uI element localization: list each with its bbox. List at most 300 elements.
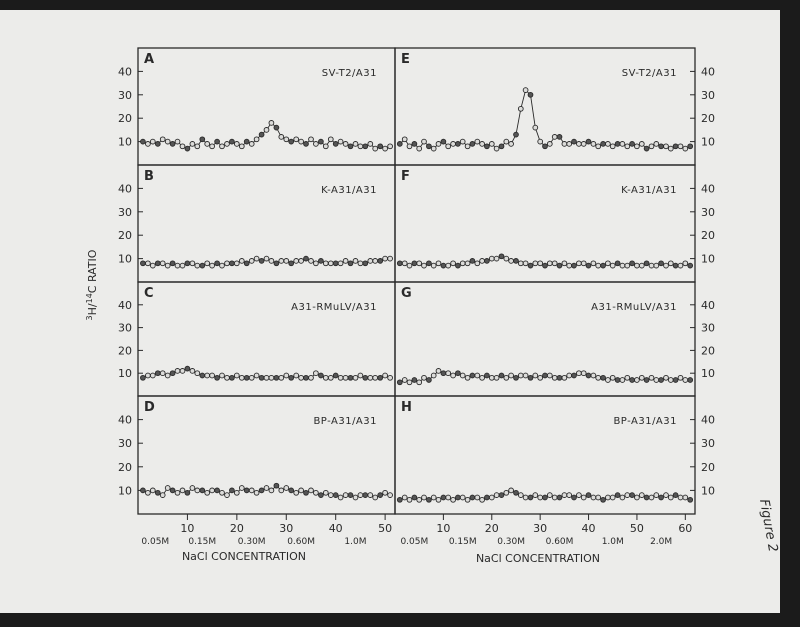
panel-title: BP-A31/A31 — [313, 416, 377, 427]
data-point — [601, 263, 606, 268]
data-point — [456, 263, 461, 268]
data-point — [446, 144, 451, 149]
left-x-axis-label: NaCl CONCENTRATION — [181, 550, 307, 563]
data-point — [552, 261, 557, 266]
data-point — [427, 497, 432, 502]
data-point — [470, 495, 475, 500]
data-point — [572, 495, 577, 500]
data-point — [577, 142, 582, 147]
data-point — [615, 378, 620, 383]
data-point — [480, 142, 485, 147]
data-point — [547, 142, 552, 147]
data-point — [141, 375, 146, 380]
data-point — [358, 493, 363, 498]
data-point — [314, 261, 319, 266]
data-point — [269, 488, 274, 493]
data-point — [259, 375, 264, 380]
data-point — [319, 139, 324, 144]
data-point — [625, 375, 630, 380]
panel-title: SV-T2/A31 — [621, 68, 677, 79]
data-point — [606, 261, 611, 266]
data-point — [446, 371, 451, 376]
x-tick-label: 40 — [328, 522, 343, 535]
data-point — [475, 495, 480, 500]
data-point — [465, 497, 470, 502]
data-point — [547, 373, 552, 378]
salt-tick-label: 0.05M — [400, 537, 429, 547]
data-point — [639, 263, 644, 268]
data-point — [514, 490, 519, 495]
data-point — [504, 375, 509, 380]
data-point — [557, 135, 562, 140]
data-point — [294, 490, 299, 495]
data-point — [596, 375, 601, 380]
data-point — [620, 263, 625, 268]
data-point — [465, 261, 470, 266]
data-point — [460, 495, 465, 500]
data-point — [264, 486, 269, 491]
data-point — [402, 137, 407, 142]
data-point — [160, 371, 165, 376]
data-point — [412, 495, 417, 500]
data-point — [683, 261, 688, 266]
data-point — [533, 125, 538, 130]
y-tick-label: 30 — [118, 205, 132, 219]
data-point — [190, 142, 195, 147]
data-point — [683, 378, 688, 383]
data-point — [644, 378, 649, 383]
data-point — [368, 493, 373, 498]
data-point — [649, 144, 654, 149]
data-point — [586, 373, 591, 378]
x-tick-label: 50 — [629, 522, 644, 535]
data-point — [146, 490, 151, 495]
data-point — [155, 490, 160, 495]
data-point — [586, 493, 591, 498]
data-point — [160, 261, 165, 266]
data-point — [509, 488, 514, 493]
data-point — [412, 261, 417, 266]
data-point — [417, 380, 422, 385]
data-point — [489, 375, 494, 380]
data-point — [499, 144, 504, 149]
y-tick-label: 10 — [701, 367, 715, 381]
x-tick-label: 50 — [378, 522, 393, 535]
data-point — [264, 256, 269, 261]
data-point — [333, 261, 338, 266]
data-point — [304, 142, 309, 147]
data-point — [254, 256, 259, 261]
y-tick-label: 20 — [118, 460, 132, 474]
data-point — [630, 378, 635, 383]
data-point — [368, 142, 373, 147]
data-point — [644, 261, 649, 266]
data-point — [538, 495, 543, 500]
data-point — [533, 373, 538, 378]
data-point — [581, 261, 586, 266]
data-point — [249, 488, 254, 493]
y-tick-label: 10 — [118, 135, 132, 149]
data-point — [654, 263, 659, 268]
data-point — [470, 373, 475, 378]
data-point — [572, 263, 577, 268]
data-point — [319, 493, 324, 498]
data-point — [499, 254, 504, 259]
data-point — [649, 495, 654, 500]
salt-tick-label: 1.0M — [344, 537, 367, 547]
data-point — [397, 142, 402, 147]
data-point — [180, 369, 185, 374]
data-point — [465, 144, 470, 149]
data-point — [249, 375, 254, 380]
y-axis-title-sup1: 3 — [85, 315, 94, 321]
data-point — [333, 493, 338, 498]
data-point — [577, 261, 582, 266]
data-point — [160, 493, 165, 498]
data-point — [150, 488, 155, 493]
salt-tick-label: 0.30M — [497, 537, 526, 547]
data-point — [244, 139, 249, 144]
data-point — [456, 142, 461, 147]
data-point — [485, 259, 490, 264]
data-point — [581, 495, 586, 500]
data-point — [601, 375, 606, 380]
y-tick-label: 30 — [118, 321, 132, 335]
data-point — [141, 488, 146, 493]
data-point — [523, 373, 528, 378]
data-point — [664, 493, 669, 498]
data-point — [412, 378, 417, 383]
data-point — [625, 493, 630, 498]
data-point — [165, 486, 170, 491]
data-point — [205, 373, 210, 378]
y-tick-label: 10 — [118, 252, 132, 266]
data-point — [146, 373, 151, 378]
y-tick-label: 10 — [701, 135, 715, 149]
data-point — [499, 373, 504, 378]
data-point — [407, 380, 412, 385]
salt-tick-label: 2.0M — [650, 537, 673, 547]
data-point — [323, 490, 328, 495]
data-point — [504, 139, 509, 144]
data-point — [518, 493, 523, 498]
data-point — [210, 263, 215, 268]
data-point — [528, 263, 533, 268]
data-point — [388, 375, 393, 380]
data-point — [528, 495, 533, 500]
data-point — [489, 256, 494, 261]
data-point — [215, 139, 220, 144]
data-point — [264, 127, 269, 132]
data-point — [338, 261, 343, 266]
data-point — [431, 263, 436, 268]
data-point — [348, 261, 353, 266]
data-point — [170, 261, 175, 266]
data-point — [309, 488, 314, 493]
data-point — [518, 106, 523, 111]
data-point — [249, 259, 254, 264]
data-point — [494, 493, 499, 498]
data-point — [620, 378, 625, 383]
data-point — [294, 259, 299, 264]
data-point — [649, 375, 654, 380]
data-point — [180, 488, 185, 493]
y-tick-label: 20 — [118, 229, 132, 243]
data-point — [353, 495, 358, 500]
data-point — [373, 495, 378, 500]
data-point — [254, 137, 259, 142]
data-point — [644, 495, 649, 500]
x-tick-label: 30 — [533, 522, 548, 535]
data-point — [422, 263, 427, 268]
data-point — [552, 375, 557, 380]
data-point — [518, 261, 523, 266]
data-point — [328, 493, 333, 498]
data-point — [683, 146, 688, 151]
data-point — [509, 373, 514, 378]
data-point — [678, 144, 683, 149]
data-point — [552, 495, 557, 500]
data-point — [581, 142, 586, 147]
data-point — [436, 261, 441, 266]
data-point — [630, 261, 635, 266]
data-point — [514, 259, 519, 264]
data-point — [562, 142, 567, 147]
data-point — [688, 144, 693, 149]
panel-letter: A — [144, 52, 155, 67]
data-point — [514, 375, 519, 380]
data-point — [499, 493, 504, 498]
data-point — [533, 261, 538, 266]
data-point — [489, 495, 494, 500]
y-tick-label: 30 — [118, 88, 132, 102]
panel-title: K-A31/A31 — [321, 185, 377, 196]
data-point — [239, 259, 244, 264]
data-point — [304, 256, 309, 261]
panel-letter: G — [401, 286, 412, 301]
data-point — [567, 263, 572, 268]
data-point — [446, 495, 451, 500]
panel-title: K-A31/A31 — [621, 185, 677, 196]
data-point — [150, 139, 155, 144]
data-point — [353, 142, 358, 147]
data-point — [514, 132, 519, 137]
data-point — [294, 373, 299, 378]
data-point — [299, 488, 304, 493]
data-point — [417, 261, 422, 266]
data-point — [363, 375, 368, 380]
data-point — [639, 375, 644, 380]
data-point — [417, 146, 422, 151]
data-point — [348, 493, 353, 498]
y-tick-label: 40 — [118, 182, 132, 196]
data-point — [319, 373, 324, 378]
data-point — [673, 263, 678, 268]
data-point — [230, 488, 235, 493]
data-point — [175, 139, 180, 144]
y-tick-label: 20 — [701, 460, 715, 474]
data-point — [552, 135, 557, 140]
data-point — [436, 369, 441, 374]
data-point — [388, 144, 393, 149]
data-point — [289, 488, 294, 493]
data-point — [635, 144, 640, 149]
data-point — [215, 488, 220, 493]
data-point — [190, 261, 195, 266]
y-tick-label: 30 — [701, 88, 715, 102]
data-point — [259, 259, 264, 264]
data-point — [200, 488, 205, 493]
data-point — [639, 142, 644, 147]
data-point — [664, 263, 669, 268]
data-point — [489, 142, 494, 147]
data-point — [230, 261, 235, 266]
data-point — [441, 263, 446, 268]
data-point — [538, 139, 543, 144]
panel-letter: F — [401, 169, 410, 184]
data-point — [547, 493, 552, 498]
data-point — [348, 375, 353, 380]
data-point — [523, 495, 528, 500]
data-point — [431, 495, 436, 500]
data-point — [338, 495, 343, 500]
data-point — [155, 142, 160, 147]
data-point — [407, 263, 412, 268]
data-point — [225, 493, 230, 498]
data-point — [606, 142, 611, 147]
data-point — [688, 263, 693, 268]
data-point — [368, 259, 373, 264]
panel-title: BP-A31/A31 — [613, 416, 677, 427]
data-point — [610, 495, 615, 500]
data-point — [185, 261, 190, 266]
data-point — [635, 263, 640, 268]
data-point — [383, 146, 388, 151]
data-point — [460, 261, 465, 266]
data-point — [363, 493, 368, 498]
data-point — [485, 495, 490, 500]
data-point — [688, 378, 693, 383]
data-point — [175, 369, 180, 374]
data-point — [572, 373, 577, 378]
data-point — [436, 142, 441, 147]
data-point — [314, 371, 319, 376]
data-point — [644, 146, 649, 151]
data-point — [383, 373, 388, 378]
panel-letter: E — [401, 52, 410, 67]
data-point — [234, 373, 239, 378]
data-point — [348, 144, 353, 149]
data-point — [557, 263, 562, 268]
data-point — [547, 261, 552, 266]
data-point — [165, 139, 170, 144]
data-point — [664, 375, 669, 380]
data-point — [664, 144, 669, 149]
data-point — [427, 378, 432, 383]
data-point — [304, 375, 309, 380]
data-point — [475, 373, 480, 378]
data-point — [591, 373, 596, 378]
data-point — [269, 121, 274, 126]
data-point — [436, 497, 441, 502]
y-tick-label: 20 — [118, 344, 132, 358]
x-tick-label: 20 — [229, 522, 244, 535]
panel-title: SV-T2/A31 — [321, 68, 377, 79]
data-point — [494, 256, 499, 261]
data-point — [155, 261, 160, 266]
x-tick-label: 10 — [436, 522, 451, 535]
y-tick-label: 20 — [701, 229, 715, 243]
data-point — [323, 261, 328, 266]
data-point — [615, 142, 620, 147]
data-point — [284, 137, 289, 142]
y-tick-label: 10 — [118, 367, 132, 381]
data-point — [470, 142, 475, 147]
data-point — [557, 375, 562, 380]
data-point — [220, 373, 225, 378]
data-point — [460, 373, 465, 378]
data-point — [635, 495, 640, 500]
data-point — [220, 490, 225, 495]
data-point — [269, 259, 274, 264]
data-point — [284, 373, 289, 378]
data-point — [427, 261, 432, 266]
data-point — [451, 261, 456, 266]
y-tick-label: 20 — [118, 112, 132, 126]
data-point — [678, 375, 683, 380]
salt-tick-label: 0.05M — [141, 537, 170, 547]
data-point — [538, 375, 543, 380]
data-point — [441, 139, 446, 144]
data-point — [274, 375, 279, 380]
data-point — [175, 490, 180, 495]
data-point — [309, 375, 314, 380]
data-point — [190, 369, 195, 374]
data-point — [668, 495, 673, 500]
panel-letter: C — [144, 286, 154, 301]
y-tick-label: 30 — [701, 437, 715, 451]
data-point — [451, 142, 456, 147]
salt-tick-label: 0.60M — [287, 537, 316, 547]
data-point — [412, 142, 417, 147]
data-point — [353, 259, 358, 264]
data-point — [562, 261, 567, 266]
data-point — [591, 261, 596, 266]
data-point — [195, 488, 200, 493]
salt-tick-label: 1.0M — [601, 537, 624, 547]
data-point — [358, 373, 363, 378]
data-point — [338, 139, 343, 144]
data-point — [441, 371, 446, 376]
data-point — [533, 493, 538, 498]
data-point — [388, 256, 393, 261]
data-point — [358, 261, 363, 266]
data-point — [160, 137, 165, 142]
data-point — [309, 137, 314, 142]
data-point — [239, 486, 244, 491]
data-point — [523, 88, 528, 93]
data-point — [239, 144, 244, 149]
data-point — [402, 261, 407, 266]
data-point — [654, 378, 659, 383]
data-point — [150, 263, 155, 268]
data-point — [668, 261, 673, 266]
data-point — [225, 261, 230, 266]
y-axis-title-h: H/ — [86, 303, 99, 316]
data-point — [528, 92, 533, 97]
data-point — [620, 495, 625, 500]
data-point — [397, 497, 402, 502]
